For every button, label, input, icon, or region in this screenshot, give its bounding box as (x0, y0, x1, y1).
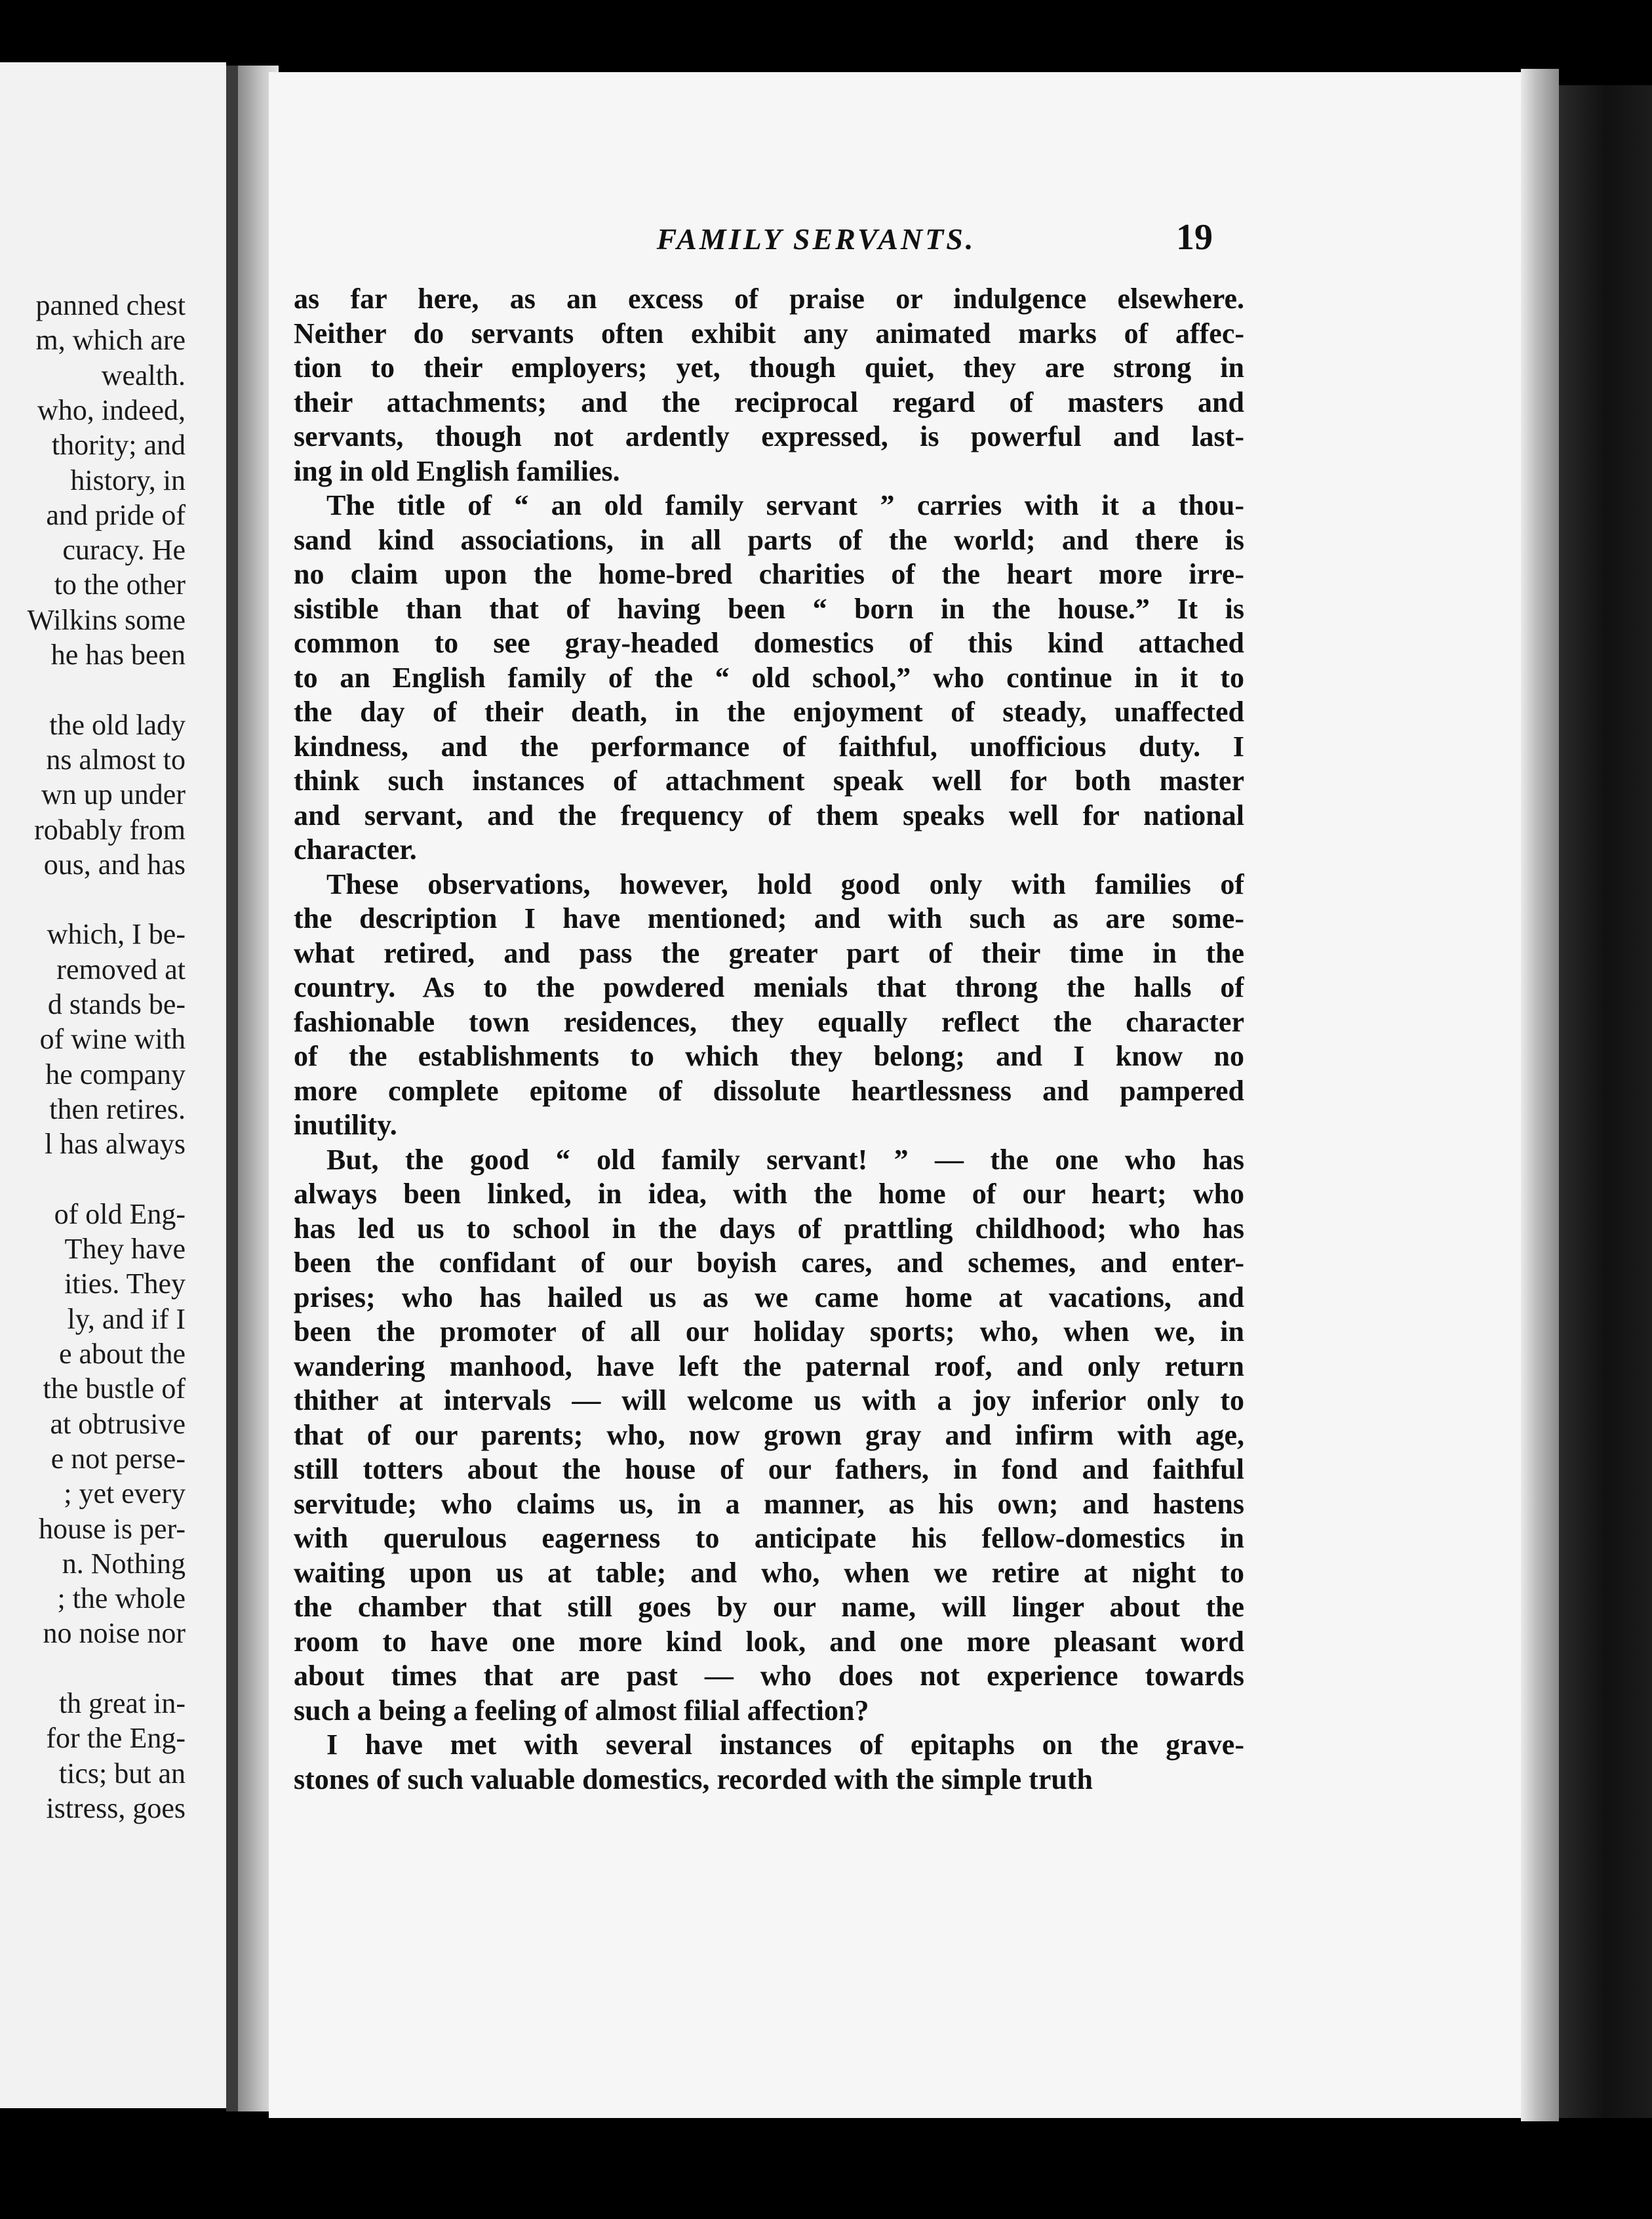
text-line: common to see gray-headed domestics of this kind attached (294, 627, 1244, 659)
text-line: character. (294, 833, 417, 866)
text-line: more complete epitome of dissolute heartlessness and pampered (294, 1074, 1244, 1107)
body-text (294, 282, 1244, 1797)
left-page-line: e not perse- (50, 1442, 186, 1475)
left-page-line: ns almost to (46, 743, 186, 776)
left-page-line: ; yet every (64, 1477, 186, 1510)
left-page-line: curacy. He (62, 534, 186, 567)
left-page-line: th great in- (58, 1687, 186, 1719)
text-line: the description I have mentioned; and with such as are some- (294, 902, 1244, 934)
text-line: still totters about the house of our fathers, in fond and faithful (294, 1453, 1244, 1485)
scan-border (0, 0, 1652, 66)
left-page-line: ; the whole (57, 1582, 186, 1615)
text-line: no claim upon the home-bred charities of the heart more irre- (294, 558, 1244, 590)
left-page-line: e about the (58, 1338, 186, 1370)
gutter-shadow (226, 66, 238, 2111)
text-line: the day of their death, in the enjoyment of steady, unaffected (294, 696, 1244, 728)
text-line: the chamber that still goes by our name, will linger about the (294, 1591, 1244, 1623)
text-line: ing in old English families. (294, 454, 620, 487)
left-page-line: wealth. (101, 359, 186, 391)
text-line: sand kind associations, in all parts of the world; and there is (294, 523, 1244, 556)
text-line: The title of “ an old family servant ” carries with it a thou- (326, 489, 1244, 521)
left-facing-page (0, 62, 226, 2108)
left-page-line: istress, goes (46, 1791, 186, 1824)
text-line: think such instances of attachment speak well for both master (294, 765, 1244, 797)
left-page-line: d stands be- (47, 988, 186, 1020)
left-page-line: tics; but an (58, 1757, 186, 1789)
left-page-line: for the Eng- (46, 1722, 186, 1755)
left-page-line: of wine with (39, 1023, 186, 1056)
left-page-line: the old lady (49, 708, 186, 741)
text-line: I have met with several instances of epitaphs on the grave- (326, 1729, 1244, 1761)
left-page-line: thority; and (51, 429, 186, 462)
text-line: has led us to school in the days of prattling childhood; who has (294, 1212, 1244, 1245)
text-line: always been linked, in idea, with the home of our heart; who (294, 1178, 1244, 1210)
text-line: been the promoter of all our holiday sports; who, when we, in (294, 1315, 1244, 1348)
left-page-line: They have (64, 1233, 186, 1266)
left-page-line: no noise nor (43, 1617, 186, 1650)
left-page-line: the bustle of (43, 1372, 186, 1405)
text-line: tion to their employers; yet, though quiet, they are strong in (294, 351, 1244, 384)
left-page-line: m, which are (35, 324, 186, 357)
text-line: But, the good “ old family servant! ” — the one who has (326, 1143, 1244, 1176)
text-line: fashionable town residences, they equally reflect the character (294, 1005, 1244, 1038)
left-page-line: he company (45, 1058, 186, 1090)
text-line: what retired, and pass the greater part of their time in the (294, 936, 1244, 969)
text-line: that of our parents; who, now grown gray and infirm with age, (294, 1418, 1244, 1451)
text-line: These observations, however, hold good only with families of (326, 868, 1244, 900)
text-line: wandering manhood, have left the paternal roof, and only return (294, 1349, 1244, 1382)
left-page-line: which, I be- (47, 918, 186, 951)
left-page-line: who, indeed, (37, 393, 186, 426)
left-page-line: ous, and has (43, 848, 186, 881)
left-page-line: of old Eng- (54, 1197, 186, 1230)
text-line: and servant, and the frequency of them speaks well for national (294, 799, 1244, 831)
text-line: to an English family of the “ old school,” who continue in it to (294, 661, 1244, 694)
text-line: of the establishments to which they belong; and I know no (294, 1040, 1244, 1072)
left-page-line: he has been (50, 639, 186, 671)
left-page-line: ities. They (64, 1268, 186, 1300)
text-line: servitude; who claims us, in a manner, as his own; and hastens (294, 1487, 1244, 1520)
text-line: stones of such valuable domestics, recorded with the simple truth (294, 1763, 1093, 1795)
page-number: 19 (1176, 217, 1213, 258)
left-page-line: Wilkins some (27, 603, 186, 636)
left-page-line: to the other (54, 569, 186, 601)
text-line: kindness, and the performance of faithful, unofficious duty. I (294, 730, 1244, 763)
text-line: about times that are past — who does not experience towards (294, 1660, 1244, 1692)
text-line: sistible than that of having been “ born in the house.” It is (294, 592, 1244, 625)
text-line: been the confidant of our boyish cares, and schemes, and enter- (294, 1247, 1244, 1279)
left-page-line: l has always (44, 1128, 186, 1161)
text-line: servants, though not ardently expressed, is powerful and last- (294, 420, 1244, 452)
left-page-line: at obtrusive (50, 1407, 186, 1440)
text-line: thither at intervals — will welcome us with a joy inferior only to (294, 1384, 1244, 1416)
left-page-line: panned chest (35, 289, 186, 321)
left-page-line: wn up under (41, 778, 186, 811)
running-head: FAMILY SERVANTS. (656, 222, 976, 256)
text-line: country. As to the powdered menials that throng the halls of (294, 971, 1244, 1003)
text-line: with querulous eagerness to anticipate his fellow-domestics in (294, 1522, 1244, 1554)
left-page-line: then retires. (49, 1092, 186, 1125)
text-line: as far here, as an excess of praise or indulgence elsewhere. (294, 283, 1244, 315)
text-line: inutility. (294, 1109, 397, 1141)
text-line: waiting upon us at table; and who, when we retire at night to (294, 1556, 1244, 1589)
left-page-line: robably from (34, 813, 186, 846)
left-page-line: history, in (70, 464, 186, 496)
left-page-line: ly, and if I (67, 1302, 186, 1335)
text-line: prises; who has hailed us as we came home at vacations, and (294, 1281, 1244, 1313)
left-page-line: house is per- (39, 1512, 186, 1545)
page-header (288, 216, 1259, 262)
left-page-line: removed at (56, 953, 186, 986)
text-line: such a being a feeling of almost filial affection? (294, 1694, 869, 1727)
book-edge (1559, 85, 1652, 2118)
page-edge (1521, 69, 1559, 2121)
text-line: their attachments; and the reciprocal regard of masters and (294, 386, 1244, 418)
text-line: Neither do servants often exhibit any animated marks of affec- (294, 317, 1244, 350)
left-page-line: n. Nothing (62, 1547, 186, 1580)
text-line: room to have one more kind look, and one more pleasant word (294, 1625, 1244, 1658)
left-page-line: and pride of (46, 498, 186, 531)
